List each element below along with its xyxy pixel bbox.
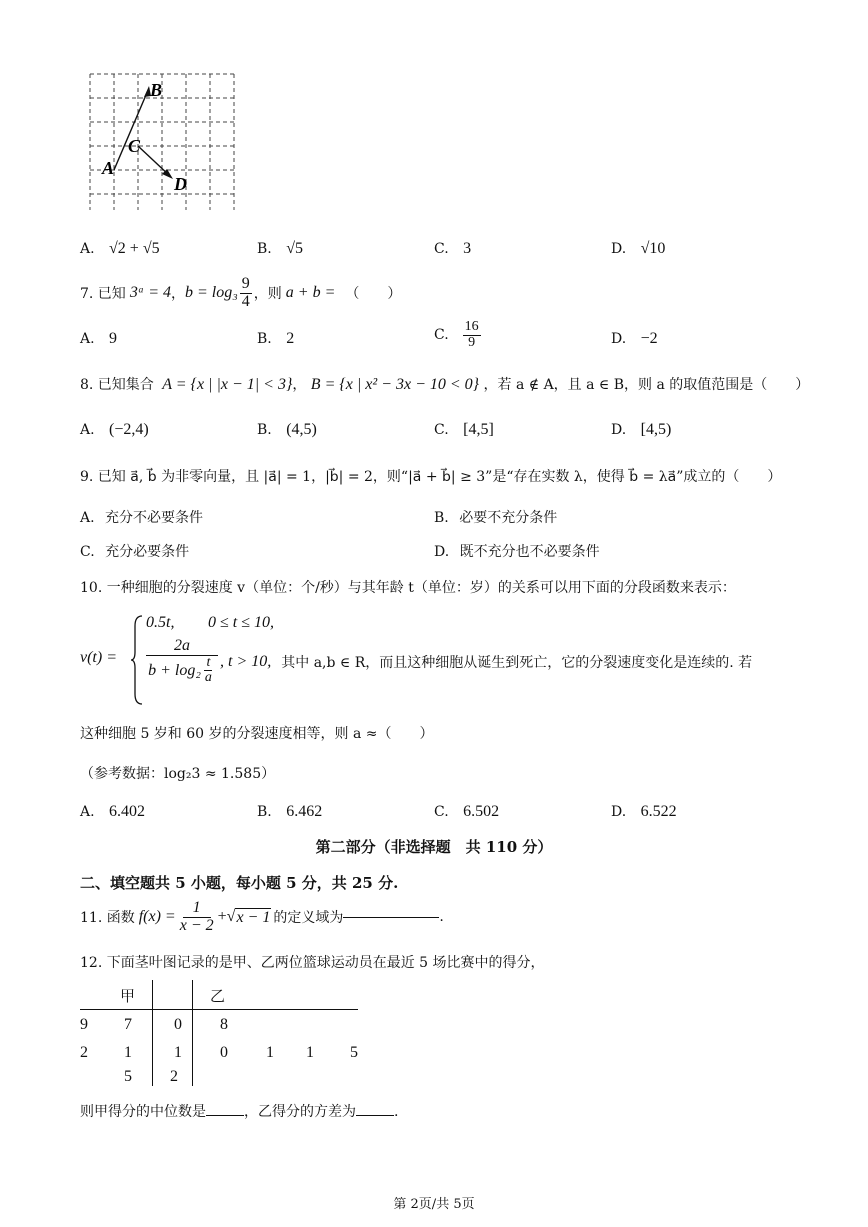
q12-variance-blank[interactable] — [356, 1115, 394, 1116]
leaf-jia-r1-c1: 9 — [80, 1016, 88, 1033]
vector-grid-figure — [88, 70, 248, 218]
stem-r1: 0 — [174, 1016, 182, 1033]
q6-option-b: B. √5 — [257, 240, 303, 257]
q7-option-c: C. $\frac{16}{9}$ — [434, 319, 479, 350]
header-rule — [80, 1009, 358, 1010]
leaf-yi-r2-c3: 1 — [306, 1044, 314, 1061]
q10-option-d: D. 6.522 — [611, 803, 677, 820]
question-10: 10. 一种细胞的分裂速度 v（单位：个/秒）与其年龄 t（单位：岁）的关系可以用下面的分段函数来表示： — [80, 580, 736, 596]
q10-option-c: C. 6.502 — [434, 803, 500, 820]
q12-median-blank[interactable] — [206, 1115, 244, 1116]
q6-option-c-value: 3 — [463, 240, 472, 257]
q7-option-d: D. −2 — [611, 330, 658, 347]
question-9: 9. 已知 a⃗, b⃗ 为非零向量，且 |a⃗| = 1，|b⃗| = 2，则“|a⃗ + b⃗| ≥ 3”是“存在实数 λ，使得 b⃗ = λa⃗”成立的（ ） — [80, 469, 782, 485]
leaf-yi-r2-c4: 5 — [350, 1044, 358, 1061]
q6-option-d-value: √10 — [640, 240, 666, 257]
q8-option-a: A. (−2,4) — [80, 421, 149, 438]
q8-option-b: B. (4,5) — [257, 421, 317, 438]
q10-piecewise-function: v(t) = 0.5t, 0 ≤ t ≤ 10, 2a b + log₂ $\frac{t}{a}$ , t > 10, 其中 a,b ∈ R，而且这种细胞从诞生到死亡，它的分裂速度变化是连续的. 若 — [80, 612, 780, 706]
q7-option-b: B. 2 — [257, 330, 295, 347]
left-brace-icon — [130, 614, 144, 706]
label-d: D — [174, 174, 187, 194]
q7-option-a: A. 9 — [80, 330, 118, 347]
q9-option-d: D. 既不充分也不必要条件 — [434, 544, 600, 560]
q12-question: 则甲得分的中位数是 ，乙得分的方差为 . — [80, 1104, 399, 1120]
section-2-title: 二、填空题共 5 小题，每小题 5 分，共 25 分. — [80, 874, 399, 892]
stem-r3: 2 — [170, 1068, 178, 1085]
question-7: 7. 已知 3ᵃ = 4 ， b = log₃ $\frac{9}{4}$ ，则 a + b = （ ） — [80, 275, 402, 310]
q6-option-c: C. 3 — [434, 240, 472, 257]
q10-reference: （参考数据：log₂3 ≈ 1.585） — [80, 766, 276, 782]
q10-line2: 这种细胞 5 岁和 60 岁的分裂速度相等，则 a ≈（ ） — [80, 726, 434, 742]
leaf-jia-r2-c1: 2 — [80, 1044, 88, 1061]
question-8: 8. 已知集合 A = {x | |x − 1| < 3}， B = {x | x² − 3x − 10 < 0} ，若 a ∉ A，且 a ∈ B，则 a 的取值范围是（ ） — [80, 376, 810, 393]
q8-option-c: C. [4,5] — [434, 421, 494, 438]
leaf-yi-r2-c2: 1 — [266, 1044, 274, 1061]
q6-option-a-value: √2 + √5 — [109, 240, 160, 257]
label-b: B — [150, 80, 163, 100]
q11-answer-blank[interactable] — [343, 917, 439, 918]
right-divider — [192, 980, 193, 1086]
header-jia: 甲 — [120, 987, 136, 1005]
part-2-title: 第二部分（非选择题 共 110 分） — [315, 838, 553, 856]
q6-option-b-value: √5 — [286, 240, 303, 257]
label-c: C — [128, 136, 141, 156]
leaf-yi-r1-c1: 8 — [220, 1016, 228, 1033]
leaf-yi-r2-c1: 0 — [220, 1044, 228, 1061]
q9-option-a: A. 充分不必要条件 — [80, 510, 204, 526]
q9-option-c: C. 充分必要条件 — [80, 544, 190, 560]
q6-option-a: A. √2 + √5 — [80, 240, 160, 257]
q8-option-d: D. [4,5) — [611, 421, 672, 438]
leaf-jia-r3-c1: 5 — [124, 1068, 132, 1085]
question-11: 11. 函数 f(x) = $\frac{1}{x - 2}$ +√ x − 1 的定义域为 . — [80, 899, 444, 934]
stem-r2: 1 — [174, 1044, 182, 1061]
page-footer: 第 2页/共 5页 — [393, 1197, 475, 1212]
q10-case2-fraction: 2a b + log₂ $\frac{t}{a}$ — [146, 638, 218, 686]
q9-option-b: B. 必要不充分条件 — [434, 510, 558, 526]
header-yi: 乙 — [210, 987, 226, 1005]
leaf-jia-r2-c2: 1 — [124, 1044, 132, 1061]
left-divider — [152, 980, 153, 1086]
leaf-jia-r1-c2: 7 — [124, 1016, 132, 1033]
label-a: A — [102, 158, 115, 178]
question-12: 12. 下面茎叶图记录的是甲、乙两位篮球运动员在最近 5 场比赛中的得分， — [80, 955, 545, 971]
stem-leaf-plot — [80, 980, 370, 1090]
q10-option-a: A. 6.402 — [80, 803, 146, 820]
q10-option-b: B. 6.462 — [257, 803, 323, 820]
q7-fraction: $\frac{9}{4}$ — [241, 275, 250, 310]
q6-option-d: D. √10 — [611, 240, 666, 257]
